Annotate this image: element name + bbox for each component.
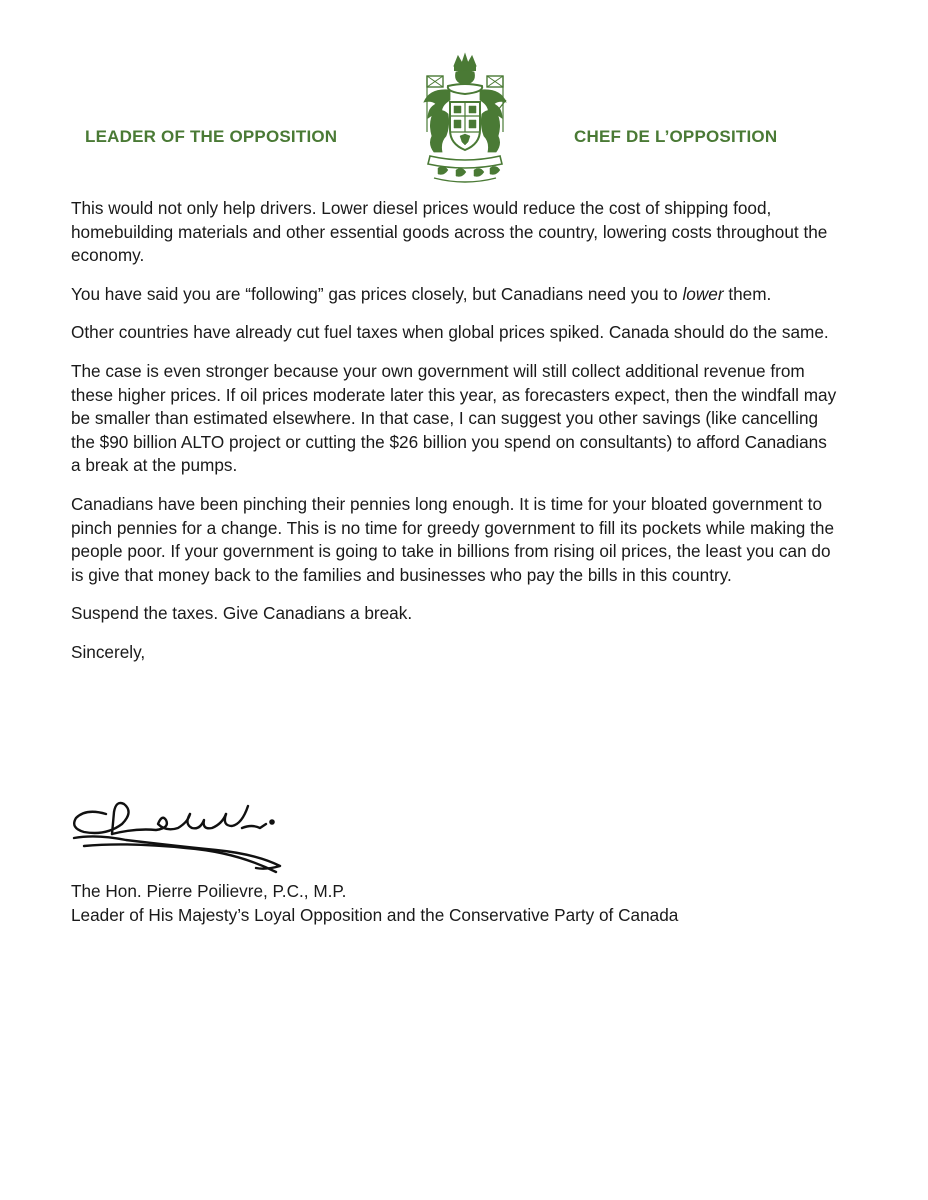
signatory-title: Leader of His Majesty’s Loyal Opposition and the Conservative Party of Canada <box>71 904 679 925</box>
paragraph-revenue-case: The case is even stronger because your own government will still collect additional revenue from these higher prices. If oil prices moderate later this year, as forecasters expect, then the windfall may be smaller than estimated elsewhere. In that case, I can suggest you other savings (like cancelling the $90 billion ALTO project or cutting the $26 billion you spend on consultants) to afford Canadians a break at the pumps. <box>71 360 837 476</box>
emphasis-lower: lower <box>682 283 724 304</box>
paragraph-pinching-pennies: Canadians have been pinching their pennies long enough. It is time for your bloated government to pinch pennies for a change. This is no time for greedy government to fill its pockets while making the people poor. If your government is going to take in billions from rising oil prices, the least you can do is give that money back to the families and businesses who pay the bills in this country. <box>71 493 835 585</box>
paragraph-following-prices-text: You have said you are “following” gas prices closely, but Canadians need you to <box>71 283 683 304</box>
letterhead-title-french: CHEF DE L’OPPOSITION <box>574 127 778 146</box>
paragraph-following-prices-end: them. <box>723 283 772 304</box>
handwritten-signature-icon <box>66 784 291 876</box>
signature-block <box>71 880 678 927</box>
paragraph-other-countries: Other countries have already cut fuel taxes when global prices spiked. Canada should do the same. <box>71 322 829 343</box>
signatory-name: The Hon. Pierre Poilievre, P.C., M.P. <box>71 881 347 901</box>
closing-salutation: Sincerely, <box>71 641 146 662</box>
canada-coat-of-arms-icon <box>410 52 520 186</box>
letterhead-title-english: LEADER OF THE OPPOSITION <box>85 127 338 146</box>
paragraph-diesel: This would not only help drivers. Lower diesel prices would reduce the cost of shipping food, homebuilding materials and other essential goods across the country, lowering costs throughout the economy. <box>71 198 828 266</box>
letter-body <box>71 197 841 665</box>
paragraph-suspend-taxes: Suspend the taxes. Give Canadians a break. <box>71 603 413 624</box>
letterhead <box>0 0 928 190</box>
paragraph-following-prices <box>71 283 841 307</box>
